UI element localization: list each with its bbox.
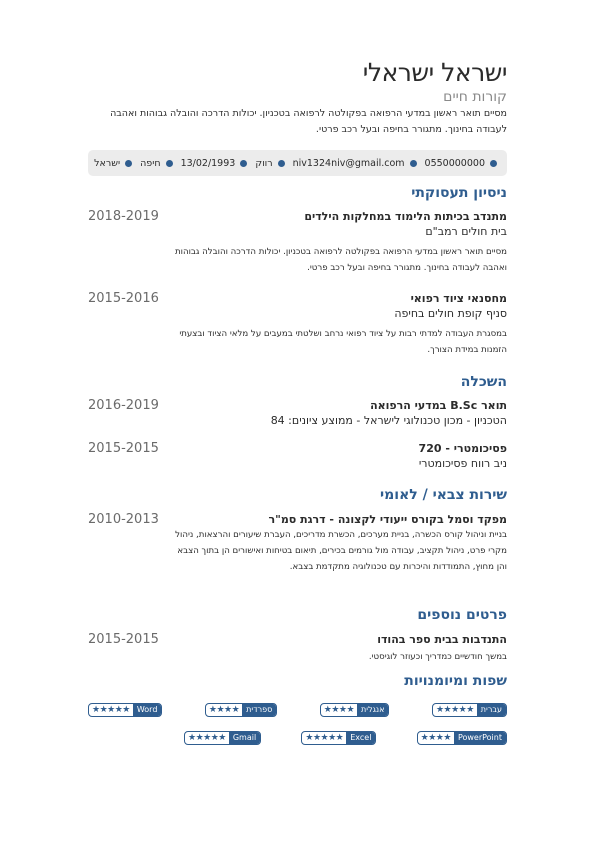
entry-years: 2015-2015 xyxy=(88,632,159,647)
skill-label: Gmail xyxy=(229,732,260,744)
skill-badge xyxy=(184,731,261,745)
service-entry xyxy=(88,512,507,575)
skills-row-2 xyxy=(184,731,507,745)
star-rating-icon: ★★★★★ xyxy=(188,733,226,743)
entry-years: 2015-2016 xyxy=(88,291,159,306)
contact-birthdate xyxy=(181,158,248,169)
entry-role: מחסנאי ציוד רפואי xyxy=(410,292,507,305)
contact-phone-text: 0550000000 xyxy=(424,157,485,169)
entry-role: מתנדב בכיתות הלימוד במחלקות הילדים xyxy=(304,210,507,223)
star-rating-icon: ★★★★★ xyxy=(305,733,344,743)
entry-role: התנדבות בבית ספר בהודו xyxy=(377,633,507,646)
skill-label: עברית xyxy=(477,704,506,716)
skill-badge xyxy=(301,731,376,745)
profile-summary: מסיים תואר ראשון במדעי הרפואה בפקולטה לרפואה בטכניון. יכולות הדרכה והובלה גבוהות ואהבה לעבודה בחינוך. מתגורר בחיפה ובעל רכב פרטי. xyxy=(110,108,507,135)
skill-label: Excel xyxy=(346,732,375,744)
skill-label: PowerPoint xyxy=(454,732,506,744)
skill-label: אנגלית xyxy=(357,704,388,716)
section-title-skills: שפות ומיומנויות xyxy=(404,673,507,689)
contact-country xyxy=(94,158,132,169)
skill-badge xyxy=(88,703,162,717)
education-entry xyxy=(88,441,507,472)
bullet-dot-icon xyxy=(166,160,173,167)
contact-email xyxy=(293,158,417,169)
entry-years: 2018-2019 xyxy=(88,209,159,224)
skill-badge xyxy=(320,703,390,717)
entry-years: 2010-2013 xyxy=(88,512,159,527)
entry-role: מפקד וסמל בקורס ייעודי לקצונה - דרגת סמ"ר xyxy=(268,513,507,526)
star-rating-icon: ★★★★ xyxy=(420,733,451,743)
experience-entry xyxy=(88,291,507,358)
skill-badge xyxy=(417,731,507,745)
contact-bar xyxy=(88,150,507,176)
skills-row-1 xyxy=(88,703,507,717)
contact-phone xyxy=(425,158,497,169)
star-rating-icon: ★★★★★ xyxy=(92,705,130,715)
section-title-experience: ניסיון תעסוקתי xyxy=(411,185,507,201)
section-title-additional: פרטים נוספים xyxy=(417,607,507,623)
contact-city xyxy=(140,158,172,169)
entry-role: פסיכומטרי - 720 xyxy=(418,442,507,455)
bullet-dot-icon xyxy=(240,160,247,167)
contact-status xyxy=(255,158,284,169)
contact-status-text: רווק xyxy=(255,157,273,169)
contact-country-text: ישראל xyxy=(94,157,121,169)
entry-place: בית חולים רמב"ם xyxy=(425,225,507,238)
section-title-service: שירות צבאי / לאומי xyxy=(380,487,507,503)
skill-badge xyxy=(205,703,277,717)
star-rating-icon: ★★★★★ xyxy=(435,705,474,715)
entry-description: במשך חודשיים כמדריך וכעוזר לוגיסטי. xyxy=(368,652,507,662)
bullet-dot-icon xyxy=(278,160,285,167)
bullet-dot-icon xyxy=(410,160,417,167)
person-name: ישראל ישראלי xyxy=(362,58,507,87)
experience-entry xyxy=(88,209,507,276)
entry-role: תואר B.Sc במדעי הרפואה xyxy=(370,399,507,412)
star-rating-icon: ★★★★ xyxy=(323,705,355,715)
skill-label: ספרדית xyxy=(242,704,276,716)
contact-city-text: חיפה xyxy=(140,157,161,169)
entry-place: סניף קופת חולים בחיפה xyxy=(394,307,507,320)
skill-label: Word xyxy=(133,704,162,716)
skill-badge xyxy=(432,703,507,717)
entry-description: מסיים תואר ראשון במדעי הרפואה בפקולטה לרפואה בטכניון. יכולות הדרכה והובלה גבוהות ואהבה לעבודה בחינוך. מתגורר בחיפה ובעל רכב פרטי. xyxy=(174,247,507,273)
contact-birthdate-text: 13/02/1993 xyxy=(180,157,236,169)
star-rating-icon: ★★★★ xyxy=(208,705,240,715)
entry-description: בניית וניהול קורס הכשרה, בניית מערכים, הכשרת מדריכים, העברת שיעורים והרצאות, ניהול מקרי פרט, ניהול תקציב, עבודה מול גורמים בכירים, תיאום בטיחות ואישורים הן בתוך הצבא והן מחוץ, התמודדות והיכרות עם טכנולוגיה מתקדמת בצבא. xyxy=(175,530,507,572)
section-title-education: השכלה xyxy=(460,374,507,390)
bullet-dot-icon xyxy=(490,160,497,167)
additional-entry xyxy=(88,632,507,665)
entry-place: ניב רווח פסיכומטרי xyxy=(418,457,507,470)
entry-years: 2016-2019 xyxy=(88,398,159,413)
entry-years: 2015-2015 xyxy=(88,441,159,456)
contact-email-text: niv1324niv@gmail.com xyxy=(292,157,405,169)
education-entry xyxy=(88,398,507,429)
entry-description: במסגרת העבודה למדתי רבות על ציוד רפואי נרחב ושלטתי במעבים על מלאי הציוד ובצעתי הזמנות במידת הצורך. xyxy=(179,329,507,355)
bullet-dot-icon xyxy=(125,160,132,167)
entry-place: הטכניון - מכון טכנולוגי לישראל - ממוצע ציונים: 84 xyxy=(270,414,507,427)
document-subtitle: קורות חיים xyxy=(443,89,507,105)
